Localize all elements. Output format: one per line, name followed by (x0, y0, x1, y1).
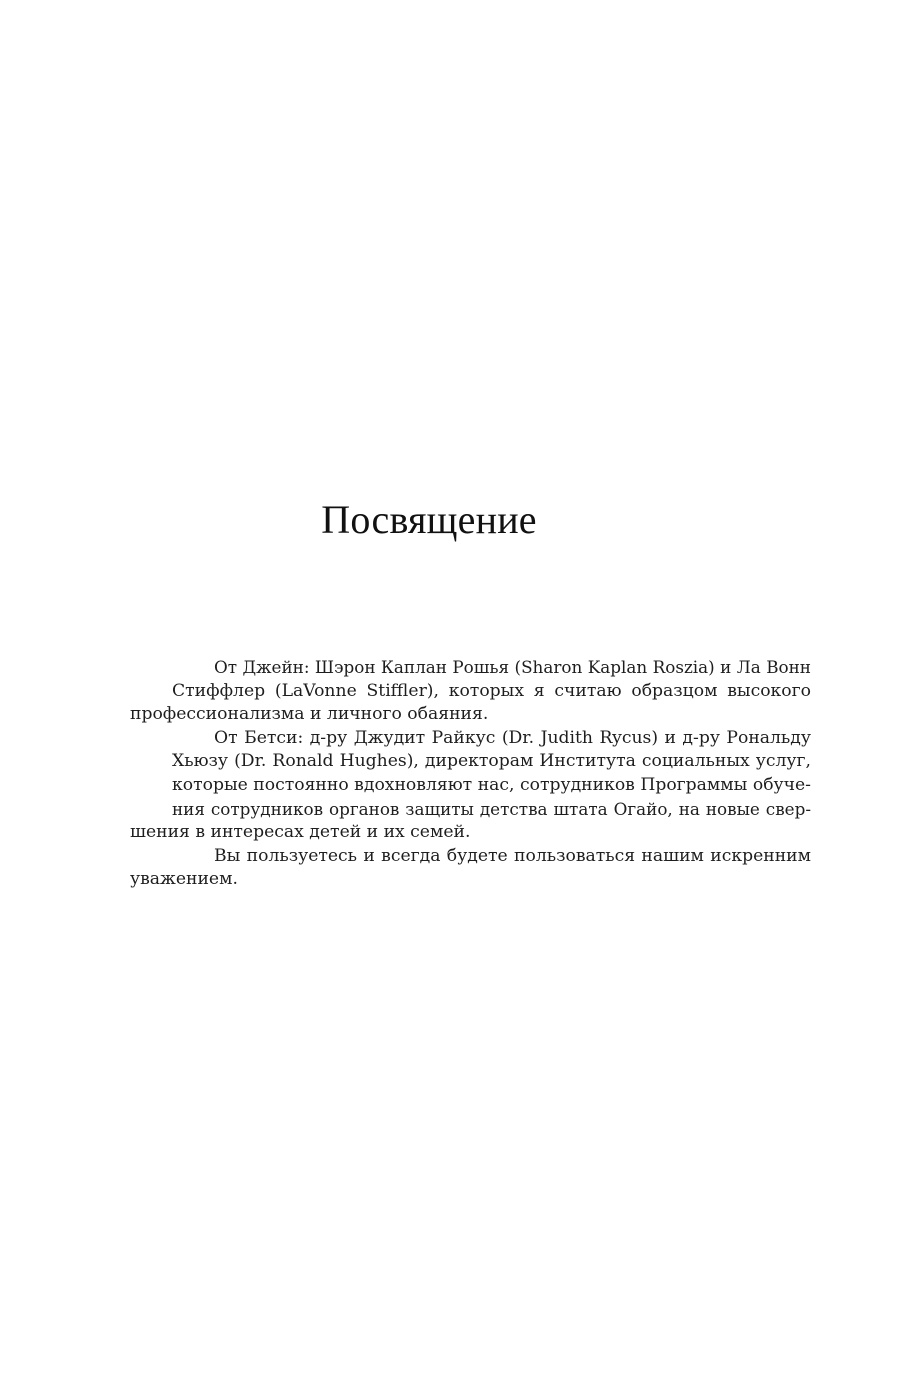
dedication-text (88, 656, 811, 892)
text-line: Вы пользуетесь и всегда будете пользоваться нашим искренним (214, 845, 811, 866)
text-line: профессионализма и личного обаяния. (130, 704, 489, 725)
page-title: Посвящение (321, 497, 537, 542)
dedication-paragraph-jane (88, 656, 811, 727)
text-line: Стиффлер (LaVonne Stiffler), которых я считаю образцом высокого (172, 680, 811, 701)
text-line: От Бетси: д-ру Джудит Райкус (Dr. Judith Rycus) и д-ру Рональду (214, 727, 811, 748)
text-line: Хьюзу (Dr. Ronald Hughes), директорам Института социальных услуг, (172, 751, 811, 772)
text-line: шения в интересах детей и их семей. (130, 822, 471, 843)
text-line: уважением. (130, 869, 238, 890)
text-line: которые постоянно вдохновляют нас, сотрудников Программы обуче- (172, 774, 811, 795)
dedication-paragraph-betsy (88, 727, 811, 845)
dedication-paragraph-closing (88, 845, 811, 892)
text-line: ния сотрудников органов защиты детства штата Огайо, на новые свер- (172, 798, 811, 819)
text-line: От Джейн: Шэрон Каплан Рошья (Sharon Kaplan Roszia) и Ла Вонн (214, 657, 811, 677)
